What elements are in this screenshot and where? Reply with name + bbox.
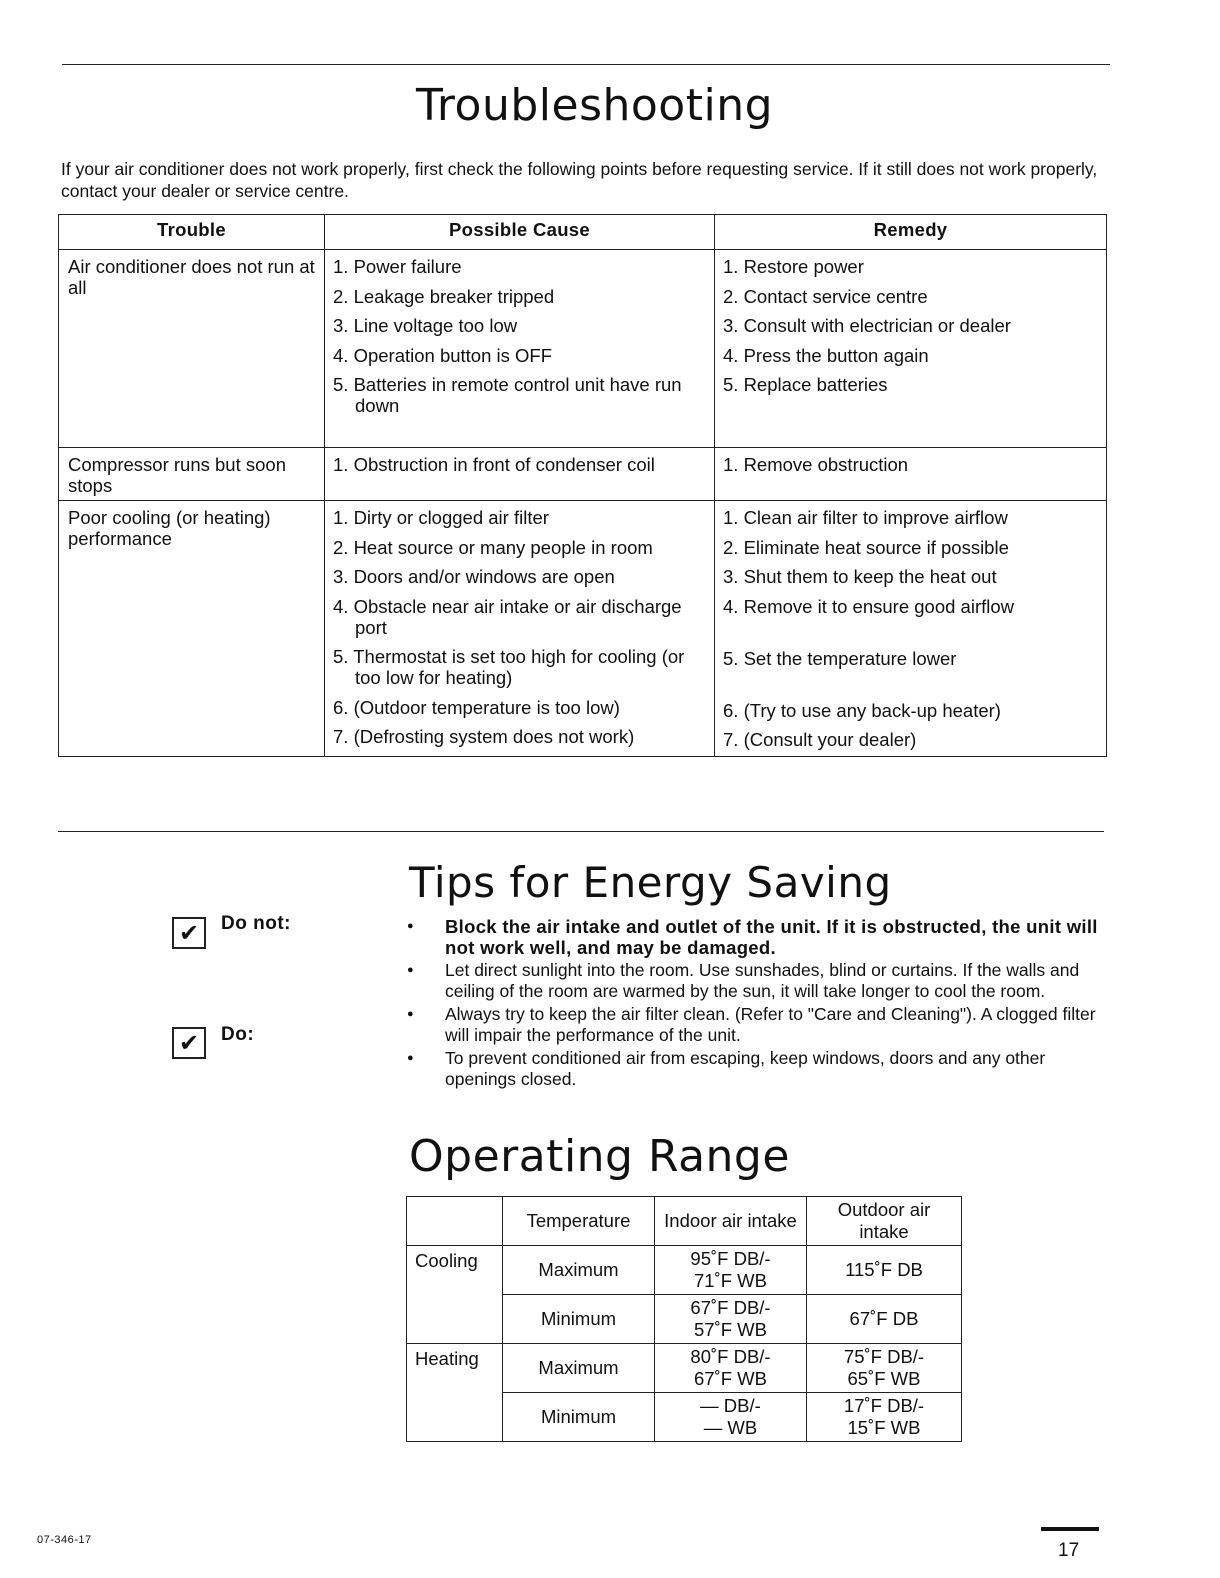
list-item: ● To prevent conditioned air from escaping, keep windows, doors and any other openings closed. [405,1048,1105,1090]
table-row [407,1246,962,1295]
trouble-cell: Poor cooling (or heating) performance [59,501,325,757]
value-line: — WB [703,1417,758,1438]
value-cell [655,1344,807,1393]
value-cell: 67˚F DB [807,1295,962,1344]
list-item: 1. Power failure [333,256,462,277]
list-item: ● Block the air intake and outlet of the unit. If it is obstructed, the unit will not work well, and may be damaged. [405,916,1105,958]
section-rule [58,831,1104,832]
value-line: 67˚F WB [694,1368,767,1389]
value-line: 71˚F WB [694,1270,767,1291]
empty-cell [407,1197,503,1246]
header-trouble: Trouble [59,215,325,250]
value-cell [655,1393,807,1442]
value-cell: 115˚F DB [807,1246,962,1295]
limit-label: Maximum [503,1246,655,1295]
value-line: 75˚F DB/- [843,1346,925,1367]
cause-cell [325,250,715,448]
list-item: ● Always try to keep the air filter clean. (Refer to "Care and Cleaning"). A clogged filter will impair the performance of the unit. [405,1004,1105,1046]
value-line: 57˚F WB [694,1319,767,1340]
value-cell [655,1295,807,1344]
value-line: — DB/- [700,1395,761,1416]
list-item: 7. (Defrosting system does not work) [333,726,635,747]
cause-cell [325,448,715,501]
list-item: 5. Replace batteries [723,374,888,395]
operating-range-table [406,1196,962,1442]
energy-tips-list [405,916,1105,1092]
remedy-cell [715,448,1107,501]
list-item: 6. (Outdoor temperature is too low) [333,696,620,718]
limit-label: Minimum [503,1393,655,1442]
remedy-cell [715,250,1107,448]
list-item: ● Let direct sunlight into the room. Use sunshades, blind or curtains. If the walls and ceiling of the room are warmed by the sun, it will take longer to cool the room. [405,960,1105,1002]
page-number: 17 [1058,1540,1080,1561]
list-item: 7. (Consult your dealer) [723,729,917,750]
mode-heating: Heating [407,1344,503,1442]
list-item: 3. Shut them to keep the heat out [723,566,997,587]
list-item: 1. Dirty or clogged air filter [333,507,549,528]
value-cell [807,1344,962,1393]
troubleshooting-title: Troubleshooting [416,80,774,131]
cause-cell [325,501,715,757]
list-item: 1. Obstruction in front of condenser coil [333,454,655,475]
top-rule [62,64,1110,65]
document-id: 07-346-17 [37,1534,92,1546]
value-cell [655,1246,807,1295]
value-cell [807,1393,962,1442]
value-line: 80˚F DB/- [690,1346,771,1367]
header-outdoor: Outdoor air intake [807,1197,962,1246]
header-possible-cause: Possible Cause [325,215,715,250]
list-item: 4. Press the button again [723,344,929,366]
list-item: 3. Line voltage too low [333,315,518,336]
troubleshooting-table [58,214,1107,757]
list-item: 1. Clean air filter to improve airflow [723,507,1008,528]
list-item: 3. Consult with electrician or dealer [723,315,1011,336]
table-row [59,448,1107,501]
list-item: 5. Thermostat is set too high for cooling (or too low for heating) [333,646,685,688]
trouble-cell: Compressor runs but soon stops [59,448,325,501]
check-icon: ✔ [172,1027,206,1059]
value-line: 65˚F WB [847,1368,921,1389]
limit-label: Minimum [503,1295,655,1344]
table-row [59,501,1107,757]
list-item: 1. Restore power [723,256,864,277]
list-item: 5. Batteries in remote control unit have run down [333,374,682,416]
check-icon: ✔ [172,917,206,949]
table-row [407,1344,962,1393]
do-not-label: Do not: [221,913,291,934]
list-item: 5. Set the temperature lower [723,647,957,669]
value-line: 15˚F WB [847,1417,921,1438]
energy-saving-title: Tips for Energy Saving [409,858,892,907]
list-item: 6. (Try to use any back-up heater) [723,699,1001,721]
page-number-bar [1041,1527,1099,1531]
table-row [59,250,1107,448]
list-item: 4. Remove it to ensure good airflow [723,595,1015,617]
value-line: 67˚F DB/- [690,1297,771,1318]
limit-label: Maximum [503,1344,655,1393]
table-row [407,1197,962,1246]
mode-cooling: Cooling [407,1246,503,1344]
list-item: 4. Obstacle near air intake or air discharge port [333,595,682,638]
header-temperature: Temperature [503,1197,655,1246]
list-item: 4. Operation button is OFF [333,344,553,366]
value-line: 17˚F DB/- [843,1395,925,1416]
do-label: Do: [221,1024,255,1045]
header-indoor: Indoor air intake [655,1197,807,1246]
list-item: 2. Leakage breaker tripped [333,285,555,307]
troubleshooting-intro: If your air conditioner does not work properly, first check the following points before requesting service. If it still does not work properly, contact your dealer or service centre. [61,159,1098,201]
list-item: 2. Heat source or many people in room [333,536,653,558]
list-item: 2. Eliminate heat source if possible [723,536,1009,558]
list-item: 3. Doors and/or windows are open [333,566,615,587]
trouble-cell: Air conditioner does not run at all [59,250,325,448]
value-line: 95˚F DB/- [690,1248,771,1269]
header-remedy: Remedy [715,215,1107,250]
list-item: 2. Contact service centre [723,285,928,307]
operating-range-title: Operating Range [409,1131,790,1182]
list-item: 1. Remove obstruction [723,454,909,475]
remedy-cell [715,501,1107,757]
